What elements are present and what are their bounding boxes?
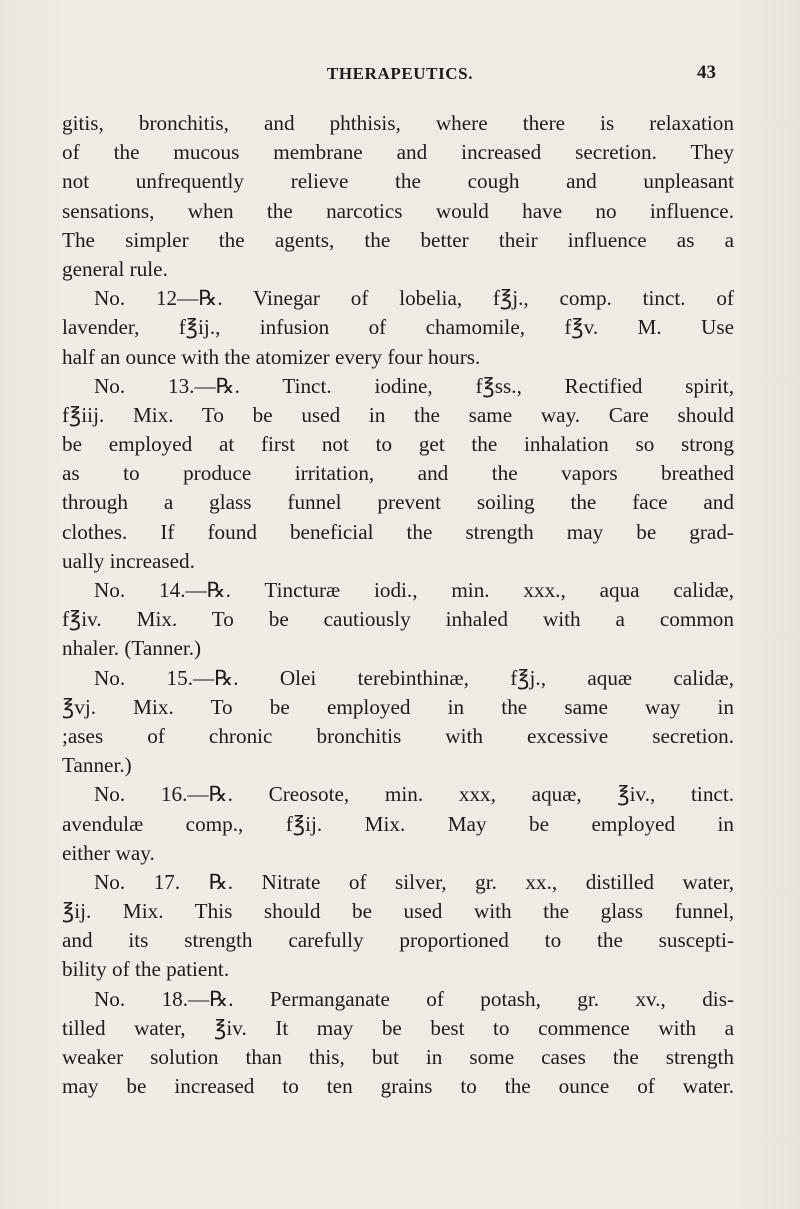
- text-line: No. 17. ℞. Nitrate of silver, gr. xx., distilled water,: [94, 869, 734, 894]
- text-line: be employed at first not to get the inhalation so strong: [62, 432, 734, 457]
- body-text: [62, 109, 734, 1101]
- text-line: The simpler the agents, the better their influence as a: [62, 227, 734, 252]
- text-line: may be increased to ten grains to the ounce of water.: [62, 1074, 734, 1099]
- text-line: half an ounce with the atomizer every four hours.: [62, 344, 481, 369]
- text-line: sensations, when the narcotics would have no influence.: [62, 198, 734, 223]
- text-line: No. 15.—℞. Olei terebinthinæ, f℥j., aquæ calidæ,: [94, 665, 734, 690]
- text-line: ℥vj. Mix. To be employed in the same way in: [62, 694, 734, 719]
- running-head: [0, 62, 800, 86]
- text-line: clothes. If found beneficial the strength may be grad-: [62, 519, 734, 544]
- text-line: avendulæ comp., f℥ij. Mix. May be employed in: [62, 811, 734, 836]
- text-line: No. 18.—℞. Permanganate of potash, gr. xv., dis-: [94, 986, 734, 1011]
- text-line: general rule.: [62, 256, 168, 281]
- text-line: Tanner.): [62, 753, 132, 778]
- text-line: through a glass funnel prevent soiling the face and: [62, 490, 734, 515]
- text-line: No. 16.—℞. Creosote, min. xxx, aquæ, ℥iv., tinct.: [94, 782, 734, 807]
- text-line: No. 14.—℞. Tincturæ iodi., min. xxx., aqua calidæ,: [94, 578, 734, 602]
- text-line: as to produce irritation, and the vapors breathed: [62, 461, 734, 486]
- text-line: lavender, f℥ij., infusion of chamomile, f℥v. M. Use: [62, 315, 734, 340]
- text-line: tilled water, ℥iv. It may be best to commence with a: [62, 1015, 734, 1040]
- text-line: nhaler. (Tanner.): [62, 636, 202, 661]
- text-line: either way.: [62, 840, 155, 865]
- text-line: f℥iv. Mix. To be cautiously inhaled with a common: [62, 607, 734, 632]
- text-line: No. 12—℞. Vinegar of lobelia, f℥j., comp. tinct. of: [94, 286, 734, 311]
- text-line: f℥iij. Mix. To be used in the same way. Care should: [62, 402, 734, 427]
- text-line: not unfrequently relieve the cough and unpleasant: [62, 169, 734, 194]
- text-line: bility of the patient.: [62, 957, 230, 982]
- page-title: THERAPEUTICS.: [326, 64, 474, 83]
- page-number: 43: [697, 62, 716, 83]
- text-line: ℥ij. Mix. This should be used with the glass funnel,: [62, 899, 734, 924]
- text-line: No. 13.—℞. Tinct. iodine, f℥ss., Rectified spirit,: [94, 373, 734, 398]
- text-line: and its strength carefully proportioned to the suscepti-: [62, 928, 734, 953]
- text-line: weaker solution than this, but in some cases the strength: [62, 1045, 734, 1069]
- text-line: of the mucous membrane and increased secretion. They: [62, 140, 734, 165]
- text-line: ually increased.: [62, 548, 195, 573]
- text-line: gitis, bronchitis, and phthisis, where there is relaxation: [62, 111, 734, 135]
- text-line: ;ases of chronic bronchitis with excessive secretion.: [62, 723, 734, 748]
